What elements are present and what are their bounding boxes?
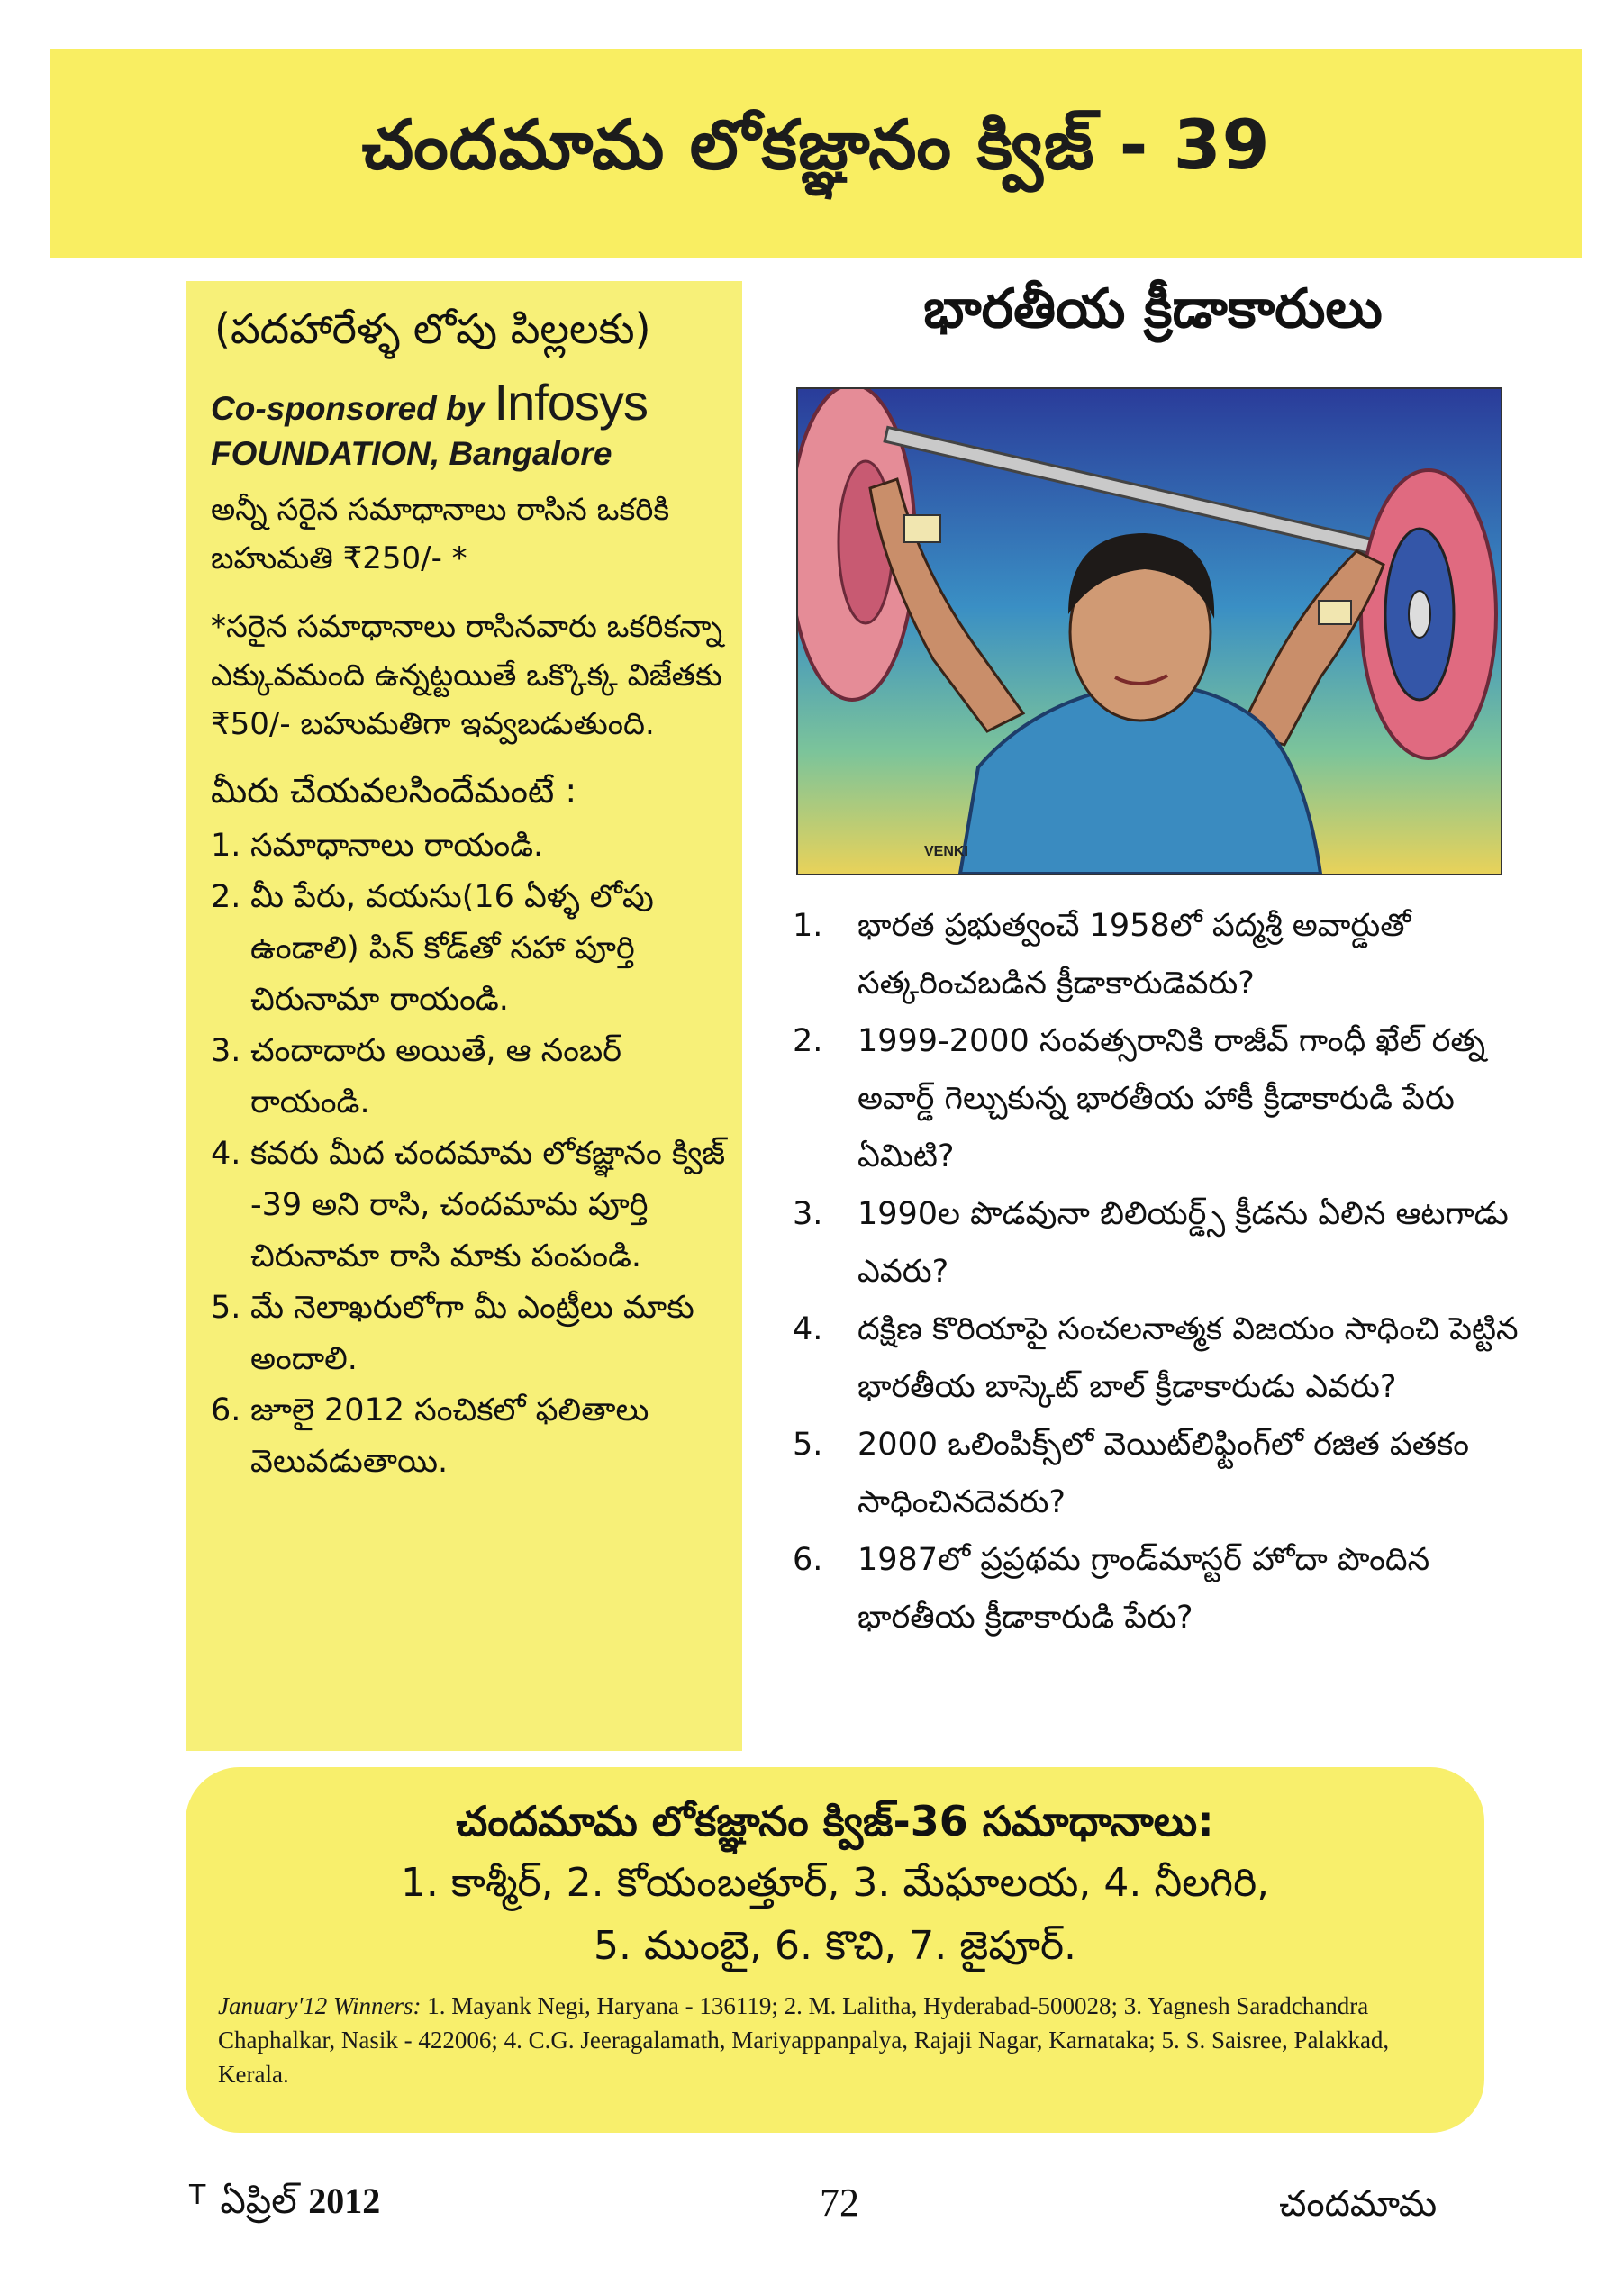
question-text: 2000 ఒలింపిక్స్‌లో వెయిట్‌లిఫ్టింగ్‌లో రజిత పతకం సాధించినదెవరు? bbox=[857, 1427, 1469, 1520]
multi-winner-text: *సరైన సమాధానాలు రాసినవారు ఒకరికన్నా ఎక్కువమంది ఉన్నట్టయితే ఒక్కొక్క విజేతకు ₹50/- బహుమతిగా ఇవ్వబడుతుంది. bbox=[211, 609, 722, 742]
answers-line-2: 5. ముంబై, 6. కొచి, 7. జైపూర్. bbox=[593, 1923, 1077, 1969]
page-marker: T bbox=[189, 2180, 206, 2211]
question-number: 1. bbox=[793, 908, 823, 944]
previous-answers-box bbox=[186, 1767, 1484, 2133]
section-heading: భారతీయ క్రీడాకారులు bbox=[923, 277, 1383, 340]
instructions-panel bbox=[186, 281, 742, 1751]
question-number: 2. bbox=[793, 1023, 823, 1059]
winners-list bbox=[218, 1989, 1452, 2091]
sponsor-foundation: FOUNDATION, Bangalore bbox=[211, 435, 612, 472]
age-note: (పదహారేళ్ళ లోపు పిల్లలకు) bbox=[214, 304, 651, 353]
list-item bbox=[793, 1301, 1531, 1416]
winners-label: January'12 Winners: bbox=[218, 1992, 422, 2019]
question-number: 5. bbox=[793, 1427, 823, 1463]
step-text: కవరు మీద చందమామ లోకజ్ఞానం క్విజ్ -39 అని రాసి, చందమామ పూర్తి చిరునామా రాసి మాకు పంపండి. bbox=[250, 1136, 726, 1274]
steps-list bbox=[211, 821, 726, 1488]
question-text: 1999-2000 సంవత్సరానికి రాజీవ్ గాంధీ ఖేల్ రత్న అవార్డ్ గెల్చుకున్న భారతీయ హాకీ క్రీడాకారుడి పేరు ఏమిటి? bbox=[857, 1023, 1486, 1174]
step-text: చందాదారు అయితే, ఆ నంబర్ రాయండి. bbox=[250, 1033, 622, 1120]
weightlifter-illustration bbox=[796, 387, 1502, 875]
step-text: మే నెలాఖరులోగా మీ ఎంట్రీలు మాకు అందాలి. bbox=[250, 1290, 694, 1377]
question-number: 6. bbox=[793, 1542, 823, 1578]
step-text: జూలై 2012 సంచికలో ఫలితాలు వెలువడుతాయి. bbox=[250, 1392, 649, 1480]
list-item bbox=[211, 1385, 726, 1488]
question-number: 3. bbox=[793, 1196, 823, 1232]
sponsor-block bbox=[211, 374, 726, 476]
step-number: 4. bbox=[211, 1136, 241, 1172]
list-item bbox=[793, 1416, 1531, 1531]
question-text: 1987లో ప్రప్రథమ గ్రాండ్‌మాస్టర్ హోదా పొందిన భారతీయ క్రీడాకారుడి పేరు? bbox=[857, 1542, 1430, 1636]
list-item bbox=[211, 1026, 726, 1129]
list-item bbox=[793, 1531, 1531, 1646]
question-text: 1990ల పొడవునా బిలియర్డ్స్ క్రీడను ఏలిన ఆటగాడు ఎవరు? bbox=[857, 1196, 1509, 1290]
step-number: 3. bbox=[211, 1033, 241, 1069]
step-text: మీ పేరు, వయసు(16 ఏళ్ళ లోపు ఉండాలి) పిన్ కోడ్‌తో సహా పూర్తి చిరునామా రాయండి. bbox=[250, 879, 654, 1018]
step-number: 1. bbox=[211, 828, 241, 864]
winners-text: 1. Mayank Negi, Haryana - 136119; 2. M. Lalitha, Hyderabad-500028; 3. Yagnesh Saradchandra Chaphalkar, Nasik - 422006; 4. C.G. Jeeragalamath, Mariyappanpalya, Rajaji Nagar, Karnataka; 5. S. Saisree, Palakkad, Kerala. bbox=[218, 1992, 1390, 2088]
step-number: 5. bbox=[211, 1290, 241, 1326]
footer-year: 2012 bbox=[308, 2181, 381, 2221]
prize-text: అన్నీ సరైన సమాధానాలు రాసిన ఒకరికి బహుమతి ₹250/- * bbox=[211, 492, 670, 576]
question-text: భారత ప్రభుత్వంచే 1958లో పద్మశ్రీ అవార్డుతో సత్కరించబడిన క్రీడాకారుడెవరు? bbox=[857, 908, 1411, 1002]
list-item bbox=[793, 897, 1531, 1012]
list-item bbox=[793, 1185, 1531, 1301]
list-item bbox=[211, 1283, 726, 1385]
footer-month: ఏప్రిల్ bbox=[220, 2181, 309, 2222]
step-number: 6. bbox=[211, 1392, 241, 1428]
howto-heading: మీరు చేయవలసిందేమంటే : bbox=[211, 771, 577, 811]
list-item bbox=[211, 821, 726, 872]
artist-signature: VENKI bbox=[924, 844, 968, 859]
weightlifter-image bbox=[798, 389, 1501, 874]
infosys-logo: Infosys bbox=[494, 374, 648, 431]
sponsor-line: Co-sponsored by bbox=[211, 390, 494, 427]
page-number: 72 bbox=[820, 2181, 859, 2225]
title-banner bbox=[50, 49, 1582, 258]
answers-title: చందమామ లోకజ్ఞానం క్విజ్-36 సమాధానాలు: bbox=[456, 1797, 1214, 1845]
quiz-questions bbox=[793, 897, 1531, 1646]
list-item bbox=[793, 1012, 1531, 1185]
question-text: దక్షిణ కొరియాపై సంచలనాత్మక విజయం సాధించి పెట్టిన భారతీయ బాస్కెట్ బాల్ క్రీడాకారుడు ఎవరు? bbox=[857, 1311, 1519, 1405]
question-number: 4. bbox=[793, 1311, 823, 1347]
answers-line-1: 1. కాశ్మీర్, 2. కోయంబత్తూర్, 3. మేఘాలయ, 4. నీలగిరి, bbox=[400, 1860, 1270, 1906]
list-item bbox=[211, 872, 726, 1026]
magazine-name: చందమామ bbox=[1279, 2183, 1438, 2225]
step-number: 2. bbox=[211, 879, 241, 915]
step-text: సమాధానాలు రాయండి. bbox=[250, 828, 544, 864]
footer-date bbox=[189, 2180, 380, 2231]
quiz-title: చందమామ లోకజ్ఞానం క్విజ్ - 39 bbox=[361, 104, 1271, 185]
list-item bbox=[211, 1129, 726, 1283]
